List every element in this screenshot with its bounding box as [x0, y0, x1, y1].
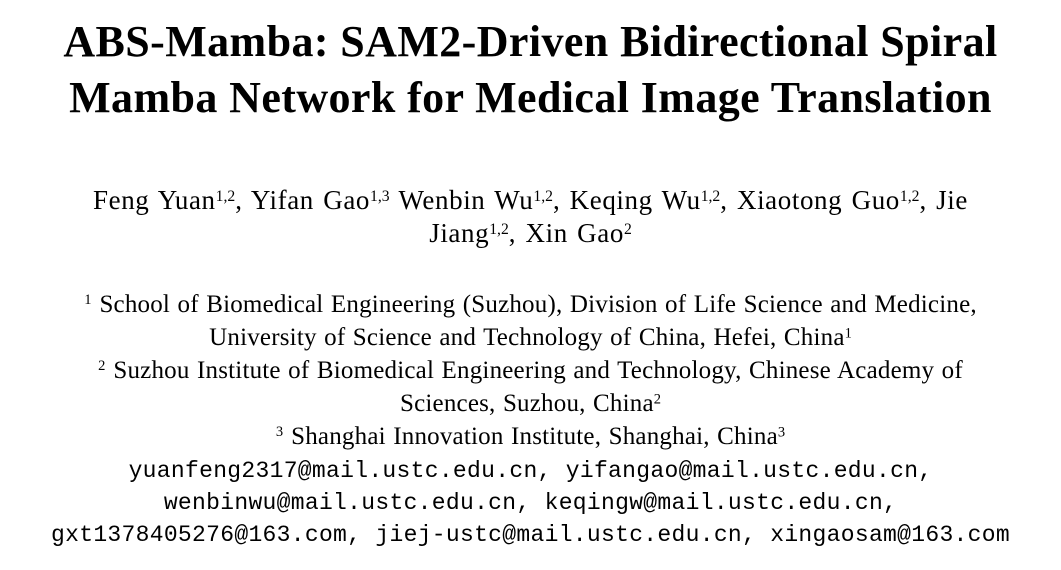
author-name: Wenbin Wu	[389, 185, 534, 215]
author-name: , Jie	[919, 185, 968, 215]
affiliation-text: School of Biomedical Engineering (Suzhou), Division of Life Science and Medicine,	[99, 291, 977, 318]
author-name: , Yifan Gao	[235, 185, 371, 215]
affiliation-3	[0, 420, 1061, 453]
author-name: Jiang	[429, 218, 490, 248]
author-affiliation-marker: 1,2	[700, 187, 721, 205]
author-name: Feng Yuan	[93, 185, 216, 215]
paper-title-line-2: Mamba Network for Medical Image Translation	[69, 73, 992, 122]
email-line-3: gxt1378405276@163.com, jiej-ustc@mail.ustc.edu.cn, xingaosam@163.com	[51, 522, 1010, 548]
author-line-2	[0, 217, 1061, 250]
affiliation-1	[0, 288, 1061, 354]
affiliation-list	[0, 288, 1061, 453]
author-affiliation-marker: 1,2	[899, 187, 920, 205]
author-affiliation-marker: 1,2	[215, 187, 236, 205]
author-name: , Xin Gao	[508, 218, 624, 248]
affiliation-text: University of Science and Technology of China, Hefei, China	[209, 324, 845, 351]
affiliation-text: Shanghai Innovation Institute, Shanghai, China	[291, 423, 778, 450]
affiliation-number-marker: 3	[275, 424, 284, 441]
author-affiliation-marker: 1,3	[370, 187, 390, 205]
affiliation-end-marker: 2	[653, 391, 662, 408]
email-line-1: yuanfeng2317@mail.ustc.edu.cn, yifangao@mail.ustc.edu.cn,	[128, 458, 933, 484]
affiliation-end-marker: 3	[777, 424, 786, 441]
affiliation-text: Sciences, Suzhou, China	[399, 390, 654, 417]
author-affiliation-marker: 2	[623, 220, 632, 238]
affiliation-end-marker: 1	[844, 325, 852, 342]
email-list	[0, 455, 1061, 551]
paper-title-line-1: ABS-Mamba: SAM2-Driven Bidirectional Spiral	[63, 17, 998, 66]
affiliation-2	[0, 354, 1061, 420]
author-list	[0, 184, 1061, 250]
author-affiliation-marker: 1,2	[489, 220, 509, 238]
affiliation-2-line-1	[0, 354, 1061, 387]
affiliation-number-marker: 1	[84, 292, 92, 309]
paper-title	[0, 14, 1061, 126]
affiliation-1-line-2	[0, 321, 1061, 354]
author-name: , Xiaotong Guo	[720, 185, 900, 215]
affiliation-number-marker: 2	[98, 358, 106, 375]
author-line-1	[0, 184, 1061, 217]
affiliation-1-line-1	[0, 288, 1061, 321]
author-affiliation-marker: 1,2	[533, 187, 553, 205]
email-line-2: wenbinwu@mail.ustc.edu.cn, keqingw@mail.ustc.edu.cn,	[163, 490, 898, 516]
author-name: , Keqing Wu	[552, 185, 701, 215]
affiliation-3-line-1	[0, 420, 1061, 453]
affiliation-2-line-2	[0, 387, 1061, 420]
affiliation-text: Suzhou Institute of Biomedical Engineering and Technology, Chinese Academy of	[113, 357, 963, 384]
